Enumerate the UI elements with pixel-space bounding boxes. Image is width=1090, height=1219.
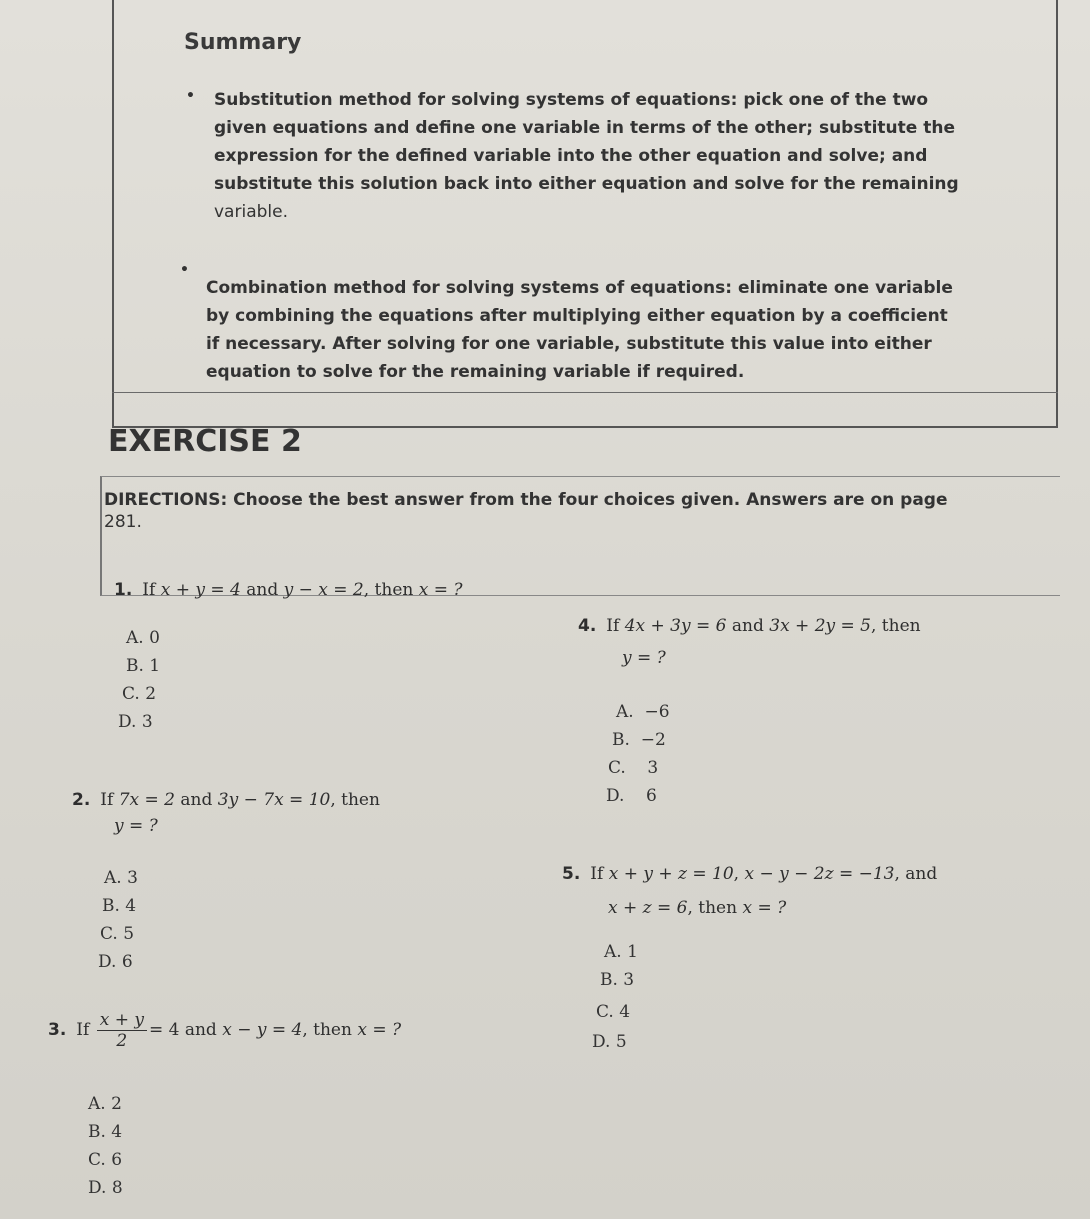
question-2: 2. If 7x = 2 and 3y − 7x = 10, then xyxy=(72,790,380,810)
question-number: 2. xyxy=(72,790,91,810)
option-3b[interactable]: B. 4 xyxy=(88,1122,123,1142)
option-2d[interactable]: D. 6 xyxy=(98,952,133,972)
summary-inner-rule xyxy=(112,392,1058,393)
summary-line: equation to solve for the remaining variable if required. xyxy=(206,362,745,382)
option-4c[interactable]: C. 3 xyxy=(608,758,659,778)
option-3d[interactable]: D. 8 xyxy=(88,1178,123,1198)
question-5-line2: x + z = 6, then x = ? xyxy=(608,898,787,918)
directions-page-number: 281. xyxy=(104,512,142,532)
summary-line: Combination method for solving systems of equations: eliminate one variable xyxy=(206,278,953,298)
summary-line: expression for the defined variable into the other equation and solve; and xyxy=(214,146,928,166)
option-2c[interactable]: C. 5 xyxy=(100,924,135,944)
option-1c[interactable]: C. 2 xyxy=(122,684,157,704)
option-4d[interactable]: D. 6 xyxy=(606,786,657,806)
option-4b[interactable]: B. −2 xyxy=(612,730,666,750)
question-number: 4. xyxy=(578,616,597,636)
question-4: 4. If 4x + 3y = 6 and 3x + 2y = 5, then xyxy=(578,616,921,636)
option-5c[interactable]: C. 4 xyxy=(596,1002,631,1022)
option-5b[interactable]: B. 3 xyxy=(600,970,635,990)
option-1b[interactable]: B. 1 xyxy=(126,656,161,676)
question-number: 1. xyxy=(114,580,133,600)
question-2-line2: y = ? xyxy=(114,816,158,836)
summary-line: Substitution method for solving systems of equations: pick one of the two xyxy=(214,90,929,110)
summary-line: variable. xyxy=(214,202,288,222)
option-3a[interactable]: A. 2 xyxy=(88,1094,122,1114)
option-5a[interactable]: A. 1 xyxy=(604,942,638,962)
summary-line: if necessary. After solving for one variable, substitute this value into either xyxy=(206,334,932,354)
bullet-dot: • xyxy=(180,262,189,278)
summary-line: substitute this solution back into either equation and solve for the remaining xyxy=(214,174,959,194)
summary-line: by combining the equations after multiplying either equation by a coefficient xyxy=(206,306,948,326)
option-2b[interactable]: B. 4 xyxy=(102,896,137,916)
option-1d[interactable]: D. 3 xyxy=(118,712,153,732)
question-1: 1. If x + y = 4 and y − x = 2, then x = ? xyxy=(114,580,463,600)
summary-combination-text xyxy=(206,274,1016,386)
question-number: 3. xyxy=(48,1020,67,1040)
option-2a[interactable]: A. 3 xyxy=(104,868,138,888)
summary-substitution-text xyxy=(214,86,1014,226)
directions-line: DIRECTIONS: Choose the best answer from the four choices given. Answers are on page xyxy=(104,490,948,510)
question-4-line2: y = ? xyxy=(622,648,666,668)
exercise-title: EXERCISE 2 xyxy=(108,424,302,459)
option-4a[interactable]: A. −6 xyxy=(616,702,670,722)
question-number: 5. xyxy=(562,864,581,884)
fraction: $\frac{x + y}{2}$ xyxy=(97,1010,147,1051)
question-5: 5. If x + y + z = 10, x − y − 2z = −13, and xyxy=(562,864,938,884)
option-1a[interactable]: A. 0 xyxy=(126,628,160,648)
question-3: 3. If $\frac{x + y}{2}$ = 4 and x − y = 4, then x = ? xyxy=(48,1010,402,1051)
option-5d[interactable]: D. 5 xyxy=(592,1032,627,1052)
bullet-dot: • xyxy=(186,88,195,104)
directions-text xyxy=(104,490,948,510)
summary-title: Summary xyxy=(184,30,302,55)
option-3c[interactable]: C. 6 xyxy=(88,1150,123,1170)
summary-line: given equations and define one variable in terms of the other; substitute the xyxy=(214,118,955,138)
